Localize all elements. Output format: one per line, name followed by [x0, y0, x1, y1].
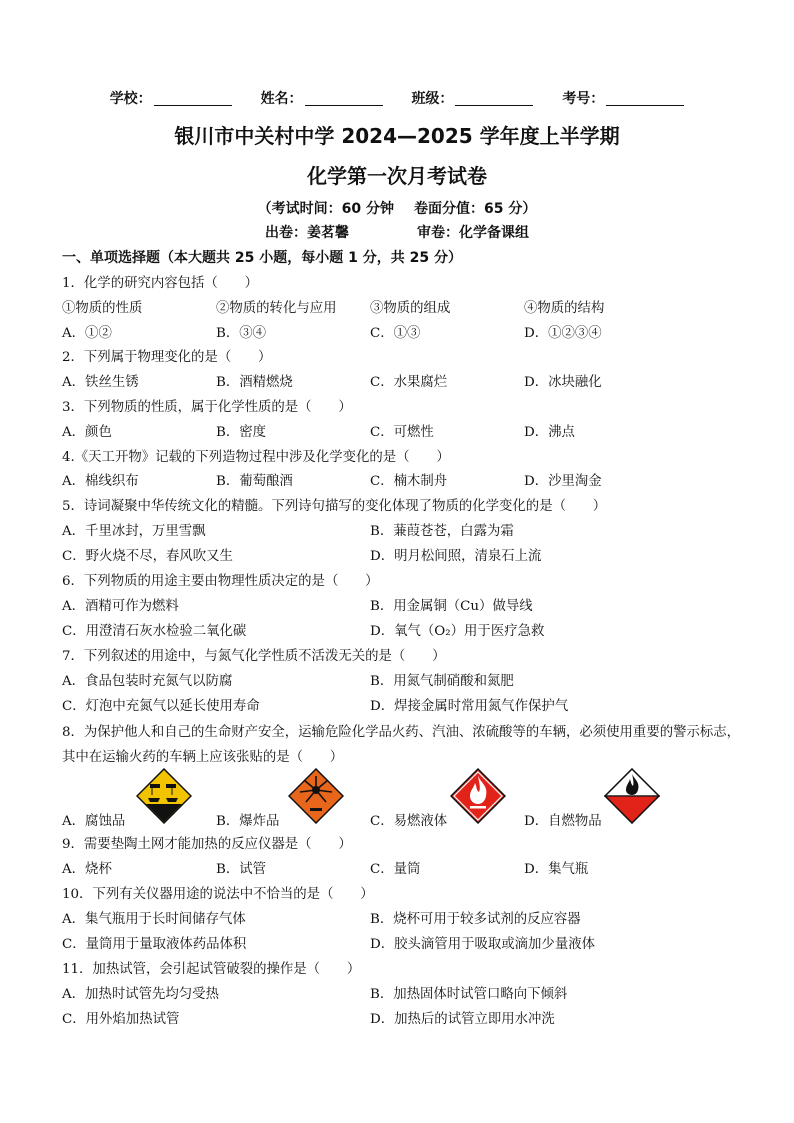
option[interactable]: B．爆炸品: [216, 814, 280, 829]
question-options: [62, 908, 742, 932]
question-stem: 7．下列叙述的用途中，与氮气化学性质不活泼无关的是（ ）: [62, 649, 446, 664]
option[interactable]: A．千里冰封，万里雪飘: [62, 524, 206, 539]
name-label: 姓名：: [260, 91, 303, 107]
question-options: [62, 858, 742, 882]
option[interactable]: B．试管: [216, 862, 267, 877]
question-options: [62, 670, 742, 694]
option[interactable]: B．蒹葭苍苍，白露为霜: [370, 524, 514, 539]
option[interactable]: A．加热时试管先均匀受热: [62, 987, 219, 1002]
question-stem: 5．诗词凝聚中华传统文化的精髓。下列诗句描写的变化体现了物质的化学变化的是（ ）: [62, 499, 607, 514]
class-label: 班级：: [411, 91, 454, 107]
question-options: [62, 810, 742, 834]
option[interactable]: D．①②③④: [524, 326, 602, 341]
question-options: [62, 470, 742, 494]
option[interactable]: C．野火烧不尽，春风吹又生: [62, 549, 233, 564]
question-items: [62, 297, 742, 321]
option[interactable]: C．水果腐烂: [370, 375, 448, 390]
name-field[interactable]: [261, 88, 383, 108]
option[interactable]: C．用澄清石灰水检验二氧化碳: [62, 624, 247, 639]
exam-meta-setter: [0, 222, 794, 242]
school-label: 学校：: [109, 91, 152, 107]
option[interactable]: A．①②: [62, 326, 112, 341]
full-score: 卷面分值：65 分）: [414, 201, 537, 217]
option[interactable]: D．胶头滴管用于吸取或滴加少量液体: [370, 937, 595, 952]
question-stem: 4.《天工开物》记载的下列造物过程中涉及化学变化的是（ ）: [62, 450, 450, 465]
question-stem: 2．下列属于物理变化的是（ ）: [62, 350, 272, 365]
option[interactable]: C．易燃液体: [370, 814, 448, 829]
question-stem: 1．化学的研究内容包括（ ）: [62, 276, 258, 291]
option[interactable]: D．沙里淘金: [524, 474, 602, 489]
option[interactable]: A．酒精可作为燃料: [62, 599, 179, 614]
option[interactable]: C．①③: [370, 326, 421, 341]
question-options: [62, 545, 742, 569]
option[interactable]: B．葡萄酿酒: [216, 474, 293, 489]
option[interactable]: C．灯泡中充氮气以延长使用寿命: [62, 699, 260, 714]
reviewer: 审卷：化学备课组: [417, 225, 529, 241]
option[interactable]: D．冰块融化: [524, 375, 602, 390]
question-options: [62, 421, 742, 445]
question-options: [62, 371, 742, 395]
option[interactable]: D．沸点: [524, 425, 575, 440]
question-options: [62, 595, 742, 619]
question-options: [62, 1008, 742, 1032]
question-stem: 8．为保护他人和自己的生命财产安全，运输危险化学品火药、汽油、浓硫酸等的车辆，必须使用重要的警示标志，其中在运输火药的车辆上应该张贴的是（ ）: [62, 725, 741, 765]
question-stem: 3．下列物质的性质，属于化学性质的是（ ）: [62, 400, 352, 415]
option[interactable]: A．食品包装时充氮气以防腐: [62, 674, 233, 689]
option[interactable]: B．加热固体时试管口略向下倾斜: [370, 987, 568, 1002]
option[interactable]: A．棉线织布: [62, 474, 139, 489]
exam-time: （考试时间：60 分钟: [257, 201, 394, 217]
option[interactable]: C．楠木制舟: [370, 474, 448, 489]
name-blank[interactable]: [305, 91, 383, 106]
item: ②物质的转化与应用: [216, 301, 337, 316]
student-info-line: [0, 88, 794, 108]
class-field[interactable]: [411, 88, 533, 108]
exam-title-line1: 银川市中关村中学 2024—2025 学年度上半学期: [174, 124, 620, 148]
item: ③物质的组成: [370, 301, 451, 316]
option[interactable]: C．量筒用于量取液体药品体积: [62, 937, 247, 952]
option[interactable]: B．③④: [216, 326, 267, 341]
option[interactable]: A．烧杯: [62, 862, 112, 877]
option[interactable]: D．自燃物品: [524, 814, 602, 829]
option[interactable]: C．量筒: [370, 862, 421, 877]
class-blank[interactable]: [455, 91, 533, 106]
question-stem: 11．加热试管，会引起试管破裂的操作是（ ）: [62, 962, 361, 977]
id-field[interactable]: [562, 88, 684, 108]
exam-meta-time-score: [0, 198, 794, 218]
option[interactable]: C．可燃性: [370, 425, 434, 440]
item: ①物质的性质: [62, 301, 143, 316]
option[interactable]: A．腐蚀品: [62, 814, 126, 829]
option[interactable]: B．酒精燃烧: [216, 375, 293, 390]
setter: 出卷：姜茗馨: [265, 225, 349, 241]
option[interactable]: A．颜色: [62, 425, 112, 440]
option[interactable]: B．用金属铜（Cu）做导线: [370, 599, 533, 614]
id-label: 考号：: [562, 91, 605, 107]
option[interactable]: D．加热后的试管立即用水冲洗: [370, 1012, 555, 1027]
question-stem: 10．下列有关仪器用途的说法中不恰当的是（ ）: [62, 887, 374, 902]
school-blank[interactable]: [154, 91, 232, 106]
option[interactable]: D．焊接金属时常用氮气作保护气: [370, 699, 569, 714]
option[interactable]: D．氧气（O₂）用于医疗急救: [370, 624, 545, 639]
question-stem: 9．需要垫陶土网才能加热的反应仪器是（ ）: [62, 837, 352, 852]
question-options: [62, 620, 742, 644]
question-options: [62, 983, 742, 1007]
question-options: [62, 695, 742, 719]
question-options: [62, 520, 742, 544]
question-stem: 6．下列物质的用途主要由物理性质决定的是（ ）: [62, 574, 379, 589]
question-options: [62, 933, 742, 957]
school-field[interactable]: [110, 88, 232, 108]
option[interactable]: A．集气瓶用于长时间储存气体: [62, 912, 246, 927]
option[interactable]: C．用外焰加热试管: [62, 1012, 180, 1027]
item: ④物质的结构: [524, 301, 605, 316]
option[interactable]: B．用氮气制硝酸和氮肥: [370, 674, 514, 689]
id-blank[interactable]: [606, 91, 684, 106]
section-heading: 一、单项选择题（本大题共 25 小题，每小题 1 分，共 25 分）: [62, 250, 462, 266]
option[interactable]: A．铁丝生锈: [62, 375, 139, 390]
option[interactable]: D．明月松间照，清泉石上流: [370, 549, 542, 564]
option[interactable]: B．烧杯可用于较多试剂的反应容器: [370, 912, 581, 927]
question-options: [62, 322, 742, 346]
exam-title-line2: 化学第一次月考试卷: [307, 164, 487, 188]
option[interactable]: B．密度: [216, 425, 267, 440]
option[interactable]: D．集气瓶: [524, 862, 589, 877]
